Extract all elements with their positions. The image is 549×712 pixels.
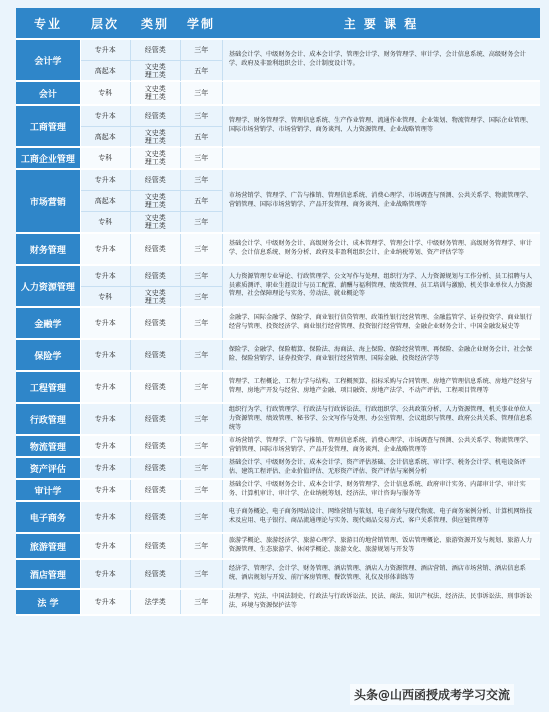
years-cell: 五年 (181, 127, 223, 147)
major-name: 资产评估 (16, 458, 81, 478)
major-name: 市场营销 (16, 170, 81, 232)
level-cell: 专升本 (81, 340, 131, 370)
years-cell: 三年 (181, 234, 223, 264)
years-cell: 三年 (181, 212, 223, 232)
table-row-group (16, 590, 540, 616)
table-row-group (16, 170, 540, 234)
table-row-group (16, 372, 540, 404)
years-cell: 三年 (181, 404, 223, 434)
years-cell: 三年 (181, 308, 223, 338)
years-cell: 五年 (181, 191, 223, 211)
program-row (81, 590, 223, 614)
program-row (81, 170, 223, 191)
level-cell: 专科 (81, 82, 131, 104)
table-row-group (16, 148, 540, 170)
program-row (81, 458, 223, 478)
level-cell: 专升本 (81, 40, 131, 60)
type-cell: 经管类 (131, 170, 181, 190)
course-list: 组织行为学、行政管理学、行政法与行政诉讼法、行政组织学、公共政策分析、人力资源管理、机关事业单位人力资源管理、绩效管理、秘书学、公文写作与处理、办公室管理、会议组织与管理、政府公共关系、管理信息系统等 (223, 404, 540, 434)
years-cell: 三年 (181, 148, 223, 168)
years-cell: 三年 (181, 170, 223, 190)
program-rows (81, 170, 223, 232)
level-cell: 专科 (81, 212, 131, 232)
type-cell: 经管类 (131, 234, 181, 264)
table-row-group (16, 106, 540, 148)
table-row-group (16, 234, 540, 266)
program-row (81, 340, 223, 370)
type-cell: 文史类 理工类 (131, 127, 181, 147)
type-cell: 经管类 (131, 502, 181, 532)
type-cell: 文史类 理工类 (131, 61, 181, 81)
type-cell: 文史类 理工类 (131, 191, 181, 211)
program-rows (81, 590, 223, 614)
course-list: 人力资源管理专业导论、行政管理学、公文写作与处理、组织行为学、人力资源规划与工作分析、员工招聘与人员素质测评、职业生涯设计与员工配置、薪酬与福利管理、绩效管理、员工培训与激励、机关事业单位人力资源管理、社会保障理论与实务、劳动法、就业概论等 (223, 266, 540, 306)
major-name: 金融学 (16, 308, 81, 338)
type-cell: 经管类 (131, 480, 181, 500)
level-cell: 专升本 (81, 170, 131, 190)
type-cell: 经管类 (131, 40, 181, 60)
type-cell: 经管类 (131, 266, 181, 286)
type-cell: 经管类 (131, 372, 181, 402)
header-major: 专业 (33, 16, 62, 31)
level-cell: 专升本 (81, 480, 131, 500)
program-row (81, 560, 223, 588)
course-list: 经济学、管理学、会计学、财务管理、酒店管理、酒店人力资源管理、酒店营销、酒店市场营销、酒店信息系统、酒店规划与开发、前厅客房管理、餐饮管理、礼仪及形体训练等 (223, 560, 540, 588)
years-cell: 三年 (181, 40, 223, 60)
table-row-group (16, 502, 540, 534)
major-name: 酒店管理 (16, 560, 81, 588)
years-cell: 三年 (181, 82, 223, 104)
program-row (81, 502, 223, 532)
program-rows (81, 266, 223, 306)
type-cell: 文史类 理工类 (131, 82, 181, 104)
type-cell: 经管类 (131, 534, 181, 558)
program-row (81, 40, 223, 61)
type-cell: 经管类 (131, 458, 181, 478)
table-body (16, 40, 540, 616)
program-rows (81, 436, 223, 456)
program-row (81, 436, 223, 456)
years-cell: 三年 (181, 534, 223, 558)
level-cell: 专科 (81, 148, 131, 168)
program-rows (81, 308, 223, 338)
program-row (81, 534, 223, 558)
course-list: 基础会计学、中级财务会计、高级财务会计、成本管理学、管理会计学、中级财务管理、高级财务管理学、审计学、会计信息系统、财务分析、政府及非盈利组织会计、企业纳税筹划、资产评估学等 (223, 234, 540, 264)
major-name: 工商管理 (16, 106, 81, 146)
course-list: 法理学、宪法、中国法制史、行政法与行政诉讼法、民法、商法、知识产权法、经济法、民事诉讼法、刑事诉讼法、环境与资源保护法等 (223, 590, 540, 614)
type-cell: 经管类 (131, 308, 181, 338)
type-cell: 文史类 理工类 (131, 212, 181, 232)
program-rows (81, 82, 223, 104)
table-row-group (16, 266, 540, 308)
table-row-group (16, 480, 540, 502)
program-rows (81, 404, 223, 434)
years-cell: 三年 (181, 436, 223, 456)
program-row (81, 106, 223, 127)
major-name: 会计学 (16, 40, 81, 80)
major-name: 电子商务 (16, 502, 81, 532)
table-row-group (16, 534, 540, 560)
course-list (223, 148, 540, 168)
level-cell: 专升本 (81, 404, 131, 434)
type-cell: 法学类 (131, 590, 181, 614)
course-list: 管理学、工程概论、工程力学与结构、工程概预算、招标采购与合同管理、房地产管理信息系统、房地产经营与管理、房地产开发与经营、房地产金融、项目融资、房地产法学、不动产评估、工程项目管理等 (223, 372, 540, 402)
program-rows (81, 480, 223, 500)
level-cell: 高起本 (81, 127, 131, 147)
level-cell: 高起本 (81, 191, 131, 211)
years-cell: 三年 (181, 502, 223, 532)
type-cell: 经管类 (131, 436, 181, 456)
level-cell: 专升本 (81, 266, 131, 286)
program-rows (81, 106, 223, 146)
course-list: 基础会计学、中级财务会计、成本会计学、管理会计学、财务管理学、审计学、会计信息系统、高级财务会计学、政府及非盈利组织会计、会计制度设计等。 (223, 40, 540, 80)
table-row-group (16, 458, 540, 480)
program-rows (81, 372, 223, 402)
years-cell: 三年 (181, 480, 223, 500)
table-row-group (16, 340, 540, 372)
level-cell: 专升本 (81, 560, 131, 588)
level-cell: 专升本 (81, 106, 131, 126)
table-row-group (16, 436, 540, 458)
program-row (81, 61, 223, 81)
course-list: 金融学、国际金融学、保险学、商业银行信贷管理、政策性银行经营管理、金融监管学、证券投资学、商业银行经营与管理、投资经济学、商业银行经营管理、投资银行经营管理、金融企业财务会计、中国金融发展史等 (223, 308, 540, 338)
type-cell: 文史类 理工类 (131, 287, 181, 307)
years-cell: 五年 (181, 61, 223, 81)
years-cell: 三年 (181, 458, 223, 478)
course-table (16, 8, 540, 616)
level-cell: 高起本 (81, 61, 131, 81)
program-rows (81, 340, 223, 370)
major-name: 财务管理 (16, 234, 81, 264)
program-row (81, 287, 223, 307)
header-level: 层次 (90, 16, 119, 31)
major-name: 会计 (16, 82, 81, 104)
header-courses: 主 要 课 程 (343, 16, 419, 31)
level-cell: 专升本 (81, 234, 131, 264)
type-cell: 经管类 (131, 404, 181, 434)
years-cell: 三年 (181, 560, 223, 588)
years-cell: 三年 (181, 590, 223, 614)
type-cell: 经管类 (131, 106, 181, 126)
level-cell: 专升本 (81, 502, 131, 532)
table-row-group (16, 404, 540, 436)
program-rows (81, 148, 223, 168)
program-rows (81, 458, 223, 478)
course-list: 基础会计学、中级财务会计、成本会计学、资产评估基础、会计信息系统、审计学、税务会计学、机电设备评估、建筑工程评估、企业价值评估、无形资产评估、资产评估与案例分析 (223, 458, 540, 478)
major-name: 工商企业管理 (16, 148, 81, 168)
major-name: 人力资源管理 (16, 266, 81, 306)
major-name: 物流管理 (16, 436, 81, 456)
course-list: 基础会计学、中级财务会计、成本会计学、财务管理学、会计信息系统、政府审计实务、内部审计学、审计实务、计算机审计、审计学、企业纳税筹划、经济法、审计咨询与服务等 (223, 480, 540, 500)
type-cell: 文史类 理工类 (131, 148, 181, 168)
program-row (81, 191, 223, 212)
course-list: 保险学、金融学、保险精算、保险法、海商法、海上保险、保险经营管理、再保险、金融企业财务会计、社会保险、保险营销学、证券投资学、商业银行经营管理、国际金融、投资经济学等 (223, 340, 540, 370)
type-cell: 经管类 (131, 560, 181, 588)
level-cell: 专升本 (81, 436, 131, 456)
years-cell: 三年 (181, 287, 223, 307)
table-row-group (16, 308, 540, 340)
major-name: 行政管理 (16, 404, 81, 434)
program-rows (81, 534, 223, 558)
major-name: 旅游管理 (16, 534, 81, 558)
course-list: 管理学、财务管理学、管理信息系统、生产作业管理、流通作业管理、企业策划、物流管理学、国际企业管理、国际市场营销学、市场营销学、商务谈判、人力资源管理、企业战略管理等 (223, 106, 540, 146)
level-cell: 专升本 (81, 458, 131, 478)
program-row (81, 148, 223, 168)
table-row-group (16, 82, 540, 106)
table-row-group (16, 40, 540, 82)
level-cell: 专升本 (81, 534, 131, 558)
program-rows (81, 560, 223, 588)
course-list: 电子商务概论、电子商务网站设计、网络营销与策划、电子商务与现代物流、电子商务案例分析、计算机网络技术及应用、电子银行、商品流通理论与实务、现代商品交易方式、客户关系管理、供应链管理等 (223, 502, 540, 532)
course-list (223, 82, 540, 104)
years-cell: 三年 (181, 266, 223, 286)
program-row (81, 82, 223, 104)
program-rows (81, 40, 223, 80)
program-row (81, 234, 223, 264)
major-name: 法 学 (16, 590, 81, 614)
program-row (81, 404, 223, 434)
table-row-group (16, 560, 540, 590)
program-row (81, 266, 223, 287)
years-cell: 三年 (181, 340, 223, 370)
program-row (81, 127, 223, 147)
course-list: 市场营销学、管理学、广告与推销、管理信息系统、消费心理学、市场调查与预测、公共关系学、物流管理学、营销管理、国际市场营销学、产品开发管理、商务谈判、企业战略管理等 (223, 170, 540, 232)
program-row (81, 480, 223, 500)
level-cell: 专升本 (81, 308, 131, 338)
program-row (81, 212, 223, 232)
program-row (81, 372, 223, 402)
major-name: 保险学 (16, 340, 81, 370)
major-name: 审计学 (16, 480, 81, 500)
program-rows (81, 502, 223, 532)
years-cell: 三年 (181, 372, 223, 402)
major-name: 工程管理 (16, 372, 81, 402)
level-cell: 专科 (81, 287, 131, 307)
type-cell: 经管类 (131, 340, 181, 370)
program-row (81, 308, 223, 338)
table-header (16, 8, 540, 40)
level-cell: 专升本 (81, 372, 131, 402)
level-cell: 专升本 (81, 590, 131, 614)
course-list: 市场营销学、管理学、广告与推销、管理信息系统、消费心理学、市场调查与预测、公共关系学、物流管理学、营销管理、国际市场营销学、产品开发管理、商务谈判、企业战略管理等 (223, 436, 540, 456)
years-cell: 三年 (181, 106, 223, 126)
header-type: 类别 (140, 16, 169, 31)
header-years: 学制 (186, 16, 215, 31)
course-list: 旅游学概论、旅游经济学、旅游心理学、旅游目的地营销管理、饭店管理概论、旅游资源开发与规划、旅游人力资源管理、生态旅游学、休闲学概论、旅游文化、旅游规划与开发等 (223, 534, 540, 558)
watermark: 头条@山西函授成考学习交流 (350, 684, 514, 705)
program-rows (81, 234, 223, 264)
